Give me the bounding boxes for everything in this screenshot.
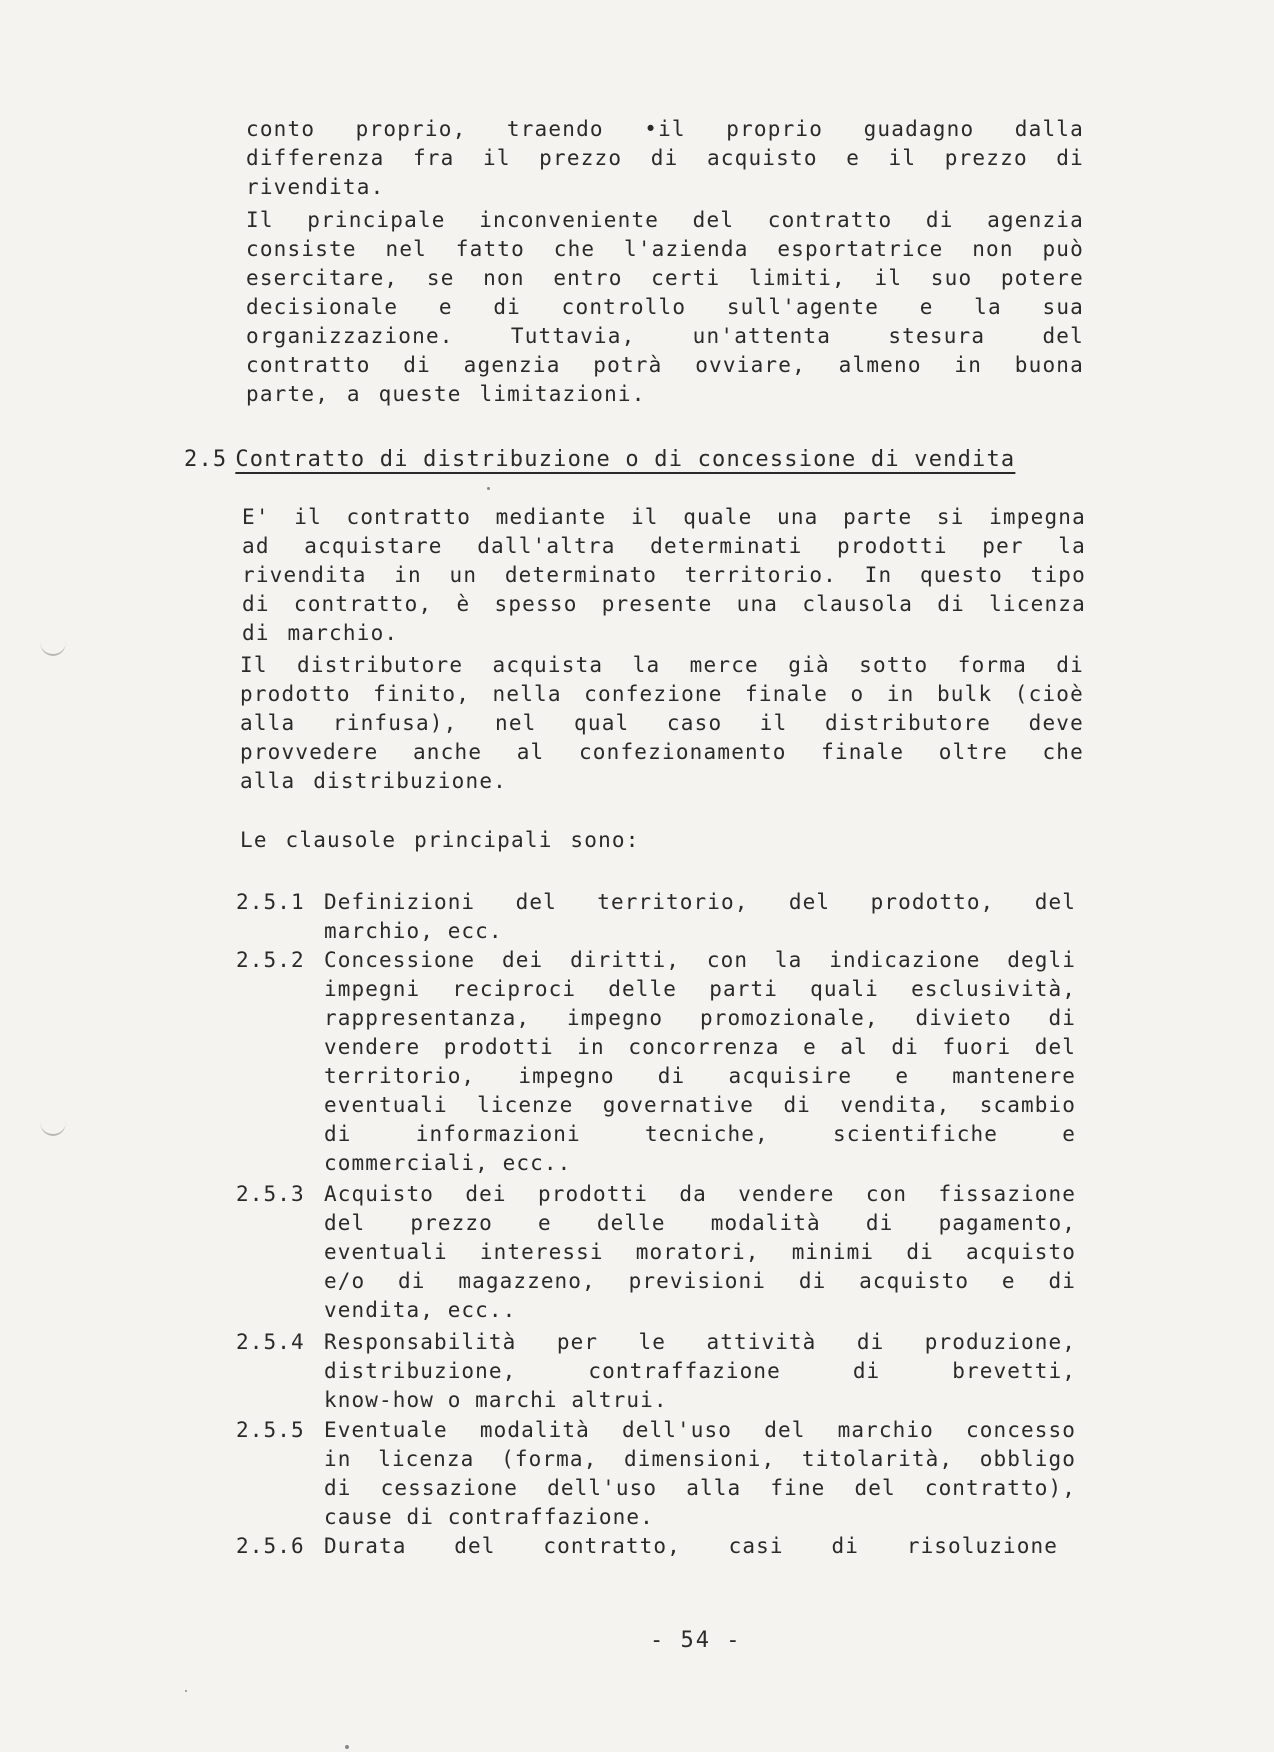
text-line: eventuali licenze governative di vendita, scambio [324,1093,1076,1117]
text-line: di informazioni tecniche, scientifiche e [324,1122,1076,1146]
text-line: Acquisto dei prodotti da vendere con fissazione [324,1182,1076,1206]
text-line: contratto di agenzia potrà ovviare, almeno in buona [246,353,1084,377]
text-line: marchio, ecc. [324,919,503,943]
paragraph-3 [242,503,1086,648]
clause-number: 2.5.3 [236,1182,305,1206]
text-line: commerciali, ecc.. [324,1151,572,1175]
text-line: impegni reciproci delle parti quali esclusività, [324,977,1076,1001]
scan-speck [345,1745,349,1749]
clause-number: 2.5.4 [236,1330,305,1354]
text-line: E' il contratto mediante il quale una parte si impegna [242,505,1086,529]
punch-hole-mark [40,628,66,656]
text-line: in licenza (forma, dimensioni, titolarità, obbligo [324,1447,1076,1471]
text-line: ad acquistare dall'altra determinati prodotti per la [242,534,1086,558]
text-line: rivendita. [246,175,385,199]
clause-item [236,1180,1076,1325]
text-line: Durata del contratto, casi di risoluzione [324,1534,1058,1558]
text-line: del prezzo e delle modalità di pagamento, [324,1211,1076,1235]
text-line: territorio, impegno di acquisire e mantenere [324,1064,1076,1088]
clause-item [236,1328,1076,1415]
text-line: esercitare, se non entro certi limiti, il suo potere [246,266,1084,290]
paragraph-1 [246,115,1084,202]
clause-number: 2.5.5 [236,1418,305,1442]
text-line: di cessazione dell'uso alla fine del contratto), [324,1476,1076,1500]
clause-number: 2.5.2 [236,948,305,972]
text-line: vendere prodotti in concorrenza e al di fuori del [324,1035,1076,1059]
punch-hole-mark [40,1108,66,1136]
text-line: Responsabilità per le attività di produzione, [324,1330,1076,1354]
clauses-intro [240,826,840,855]
text-line: di contratto, è spesso presente una clausola di licenza [242,592,1086,616]
text-line: Eventuale modalità dell'uso del marchio concesso [324,1418,1076,1442]
clause-item [236,946,1076,1178]
text-line: rivendita in un determinato territorio. In questo tipo [242,563,1086,587]
text-line: alla rinfusa), nel qual caso il distributore deve [240,711,1084,735]
text-line: Il principale inconveniente del contratto di agenzia [246,208,1084,232]
scan-speck [487,487,490,490]
section-number: 2.5 [184,447,228,472]
text-line: alla distribuzione. [240,769,508,793]
text-line: di marchio. [242,621,399,645]
clause-item [236,888,1076,946]
text-line: Il distributore acquista la merce già sotto forma di [240,653,1084,677]
paragraph-4 [240,651,1084,796]
text-line: vendita, ecc.. [324,1298,517,1322]
text-line: e/o di magazzeno, previsioni di acquisto e di [324,1269,1076,1293]
text-line: cause di contraffazione. [324,1505,654,1529]
scan-speck [185,1690,187,1692]
clause-item [236,1532,1058,1561]
text-line: provvedere anche al confezionamento finale oltre che [240,740,1084,764]
section-title: Contratto di distribuzione o di concessione di vendita [235,447,1016,472]
text-line: Concessione dei diritti, con la indicazione degli [324,948,1076,972]
text-line: rappresentanza, impegno promozionale, divieto di [324,1006,1076,1030]
clause-number: 2.5.6 [236,1534,305,1558]
page-number: - 54 - [650,1628,742,1653]
text-line: organizzazione. Tuttavia, un'attenta stesura del [246,324,1084,348]
text-line: parte, a queste limitazioni. [246,382,646,406]
text-line: know-how o marchi altrui. [324,1388,668,1412]
text-line: consiste nel fatto che l'azienda esportatrice non può [246,237,1084,261]
text-line: conto proprio, traendo •il proprio guadagno dalla [246,117,1084,141]
text-line: prodotto finito, nella confezione finale o in bulk (cioè [240,682,1084,706]
text-line: differenza fra il prezzo di acquisto e il prezzo di [246,146,1084,170]
section-heading [184,447,1015,472]
clause-number: 2.5.1 [236,890,305,914]
text-line: Le clausole principali sono: [240,828,640,852]
paragraph-2 [246,206,1084,409]
text-line: distribuzione, contraffazione di brevetti, [324,1359,1076,1383]
text-line: decisionale e di controllo sull'agente e la sua [246,295,1084,319]
clause-item [236,1416,1076,1532]
text-line: eventuali interessi moratori, minimi di acquisto [324,1240,1076,1264]
text-line: Definizioni del territorio, del prodotto, del [324,890,1076,914]
